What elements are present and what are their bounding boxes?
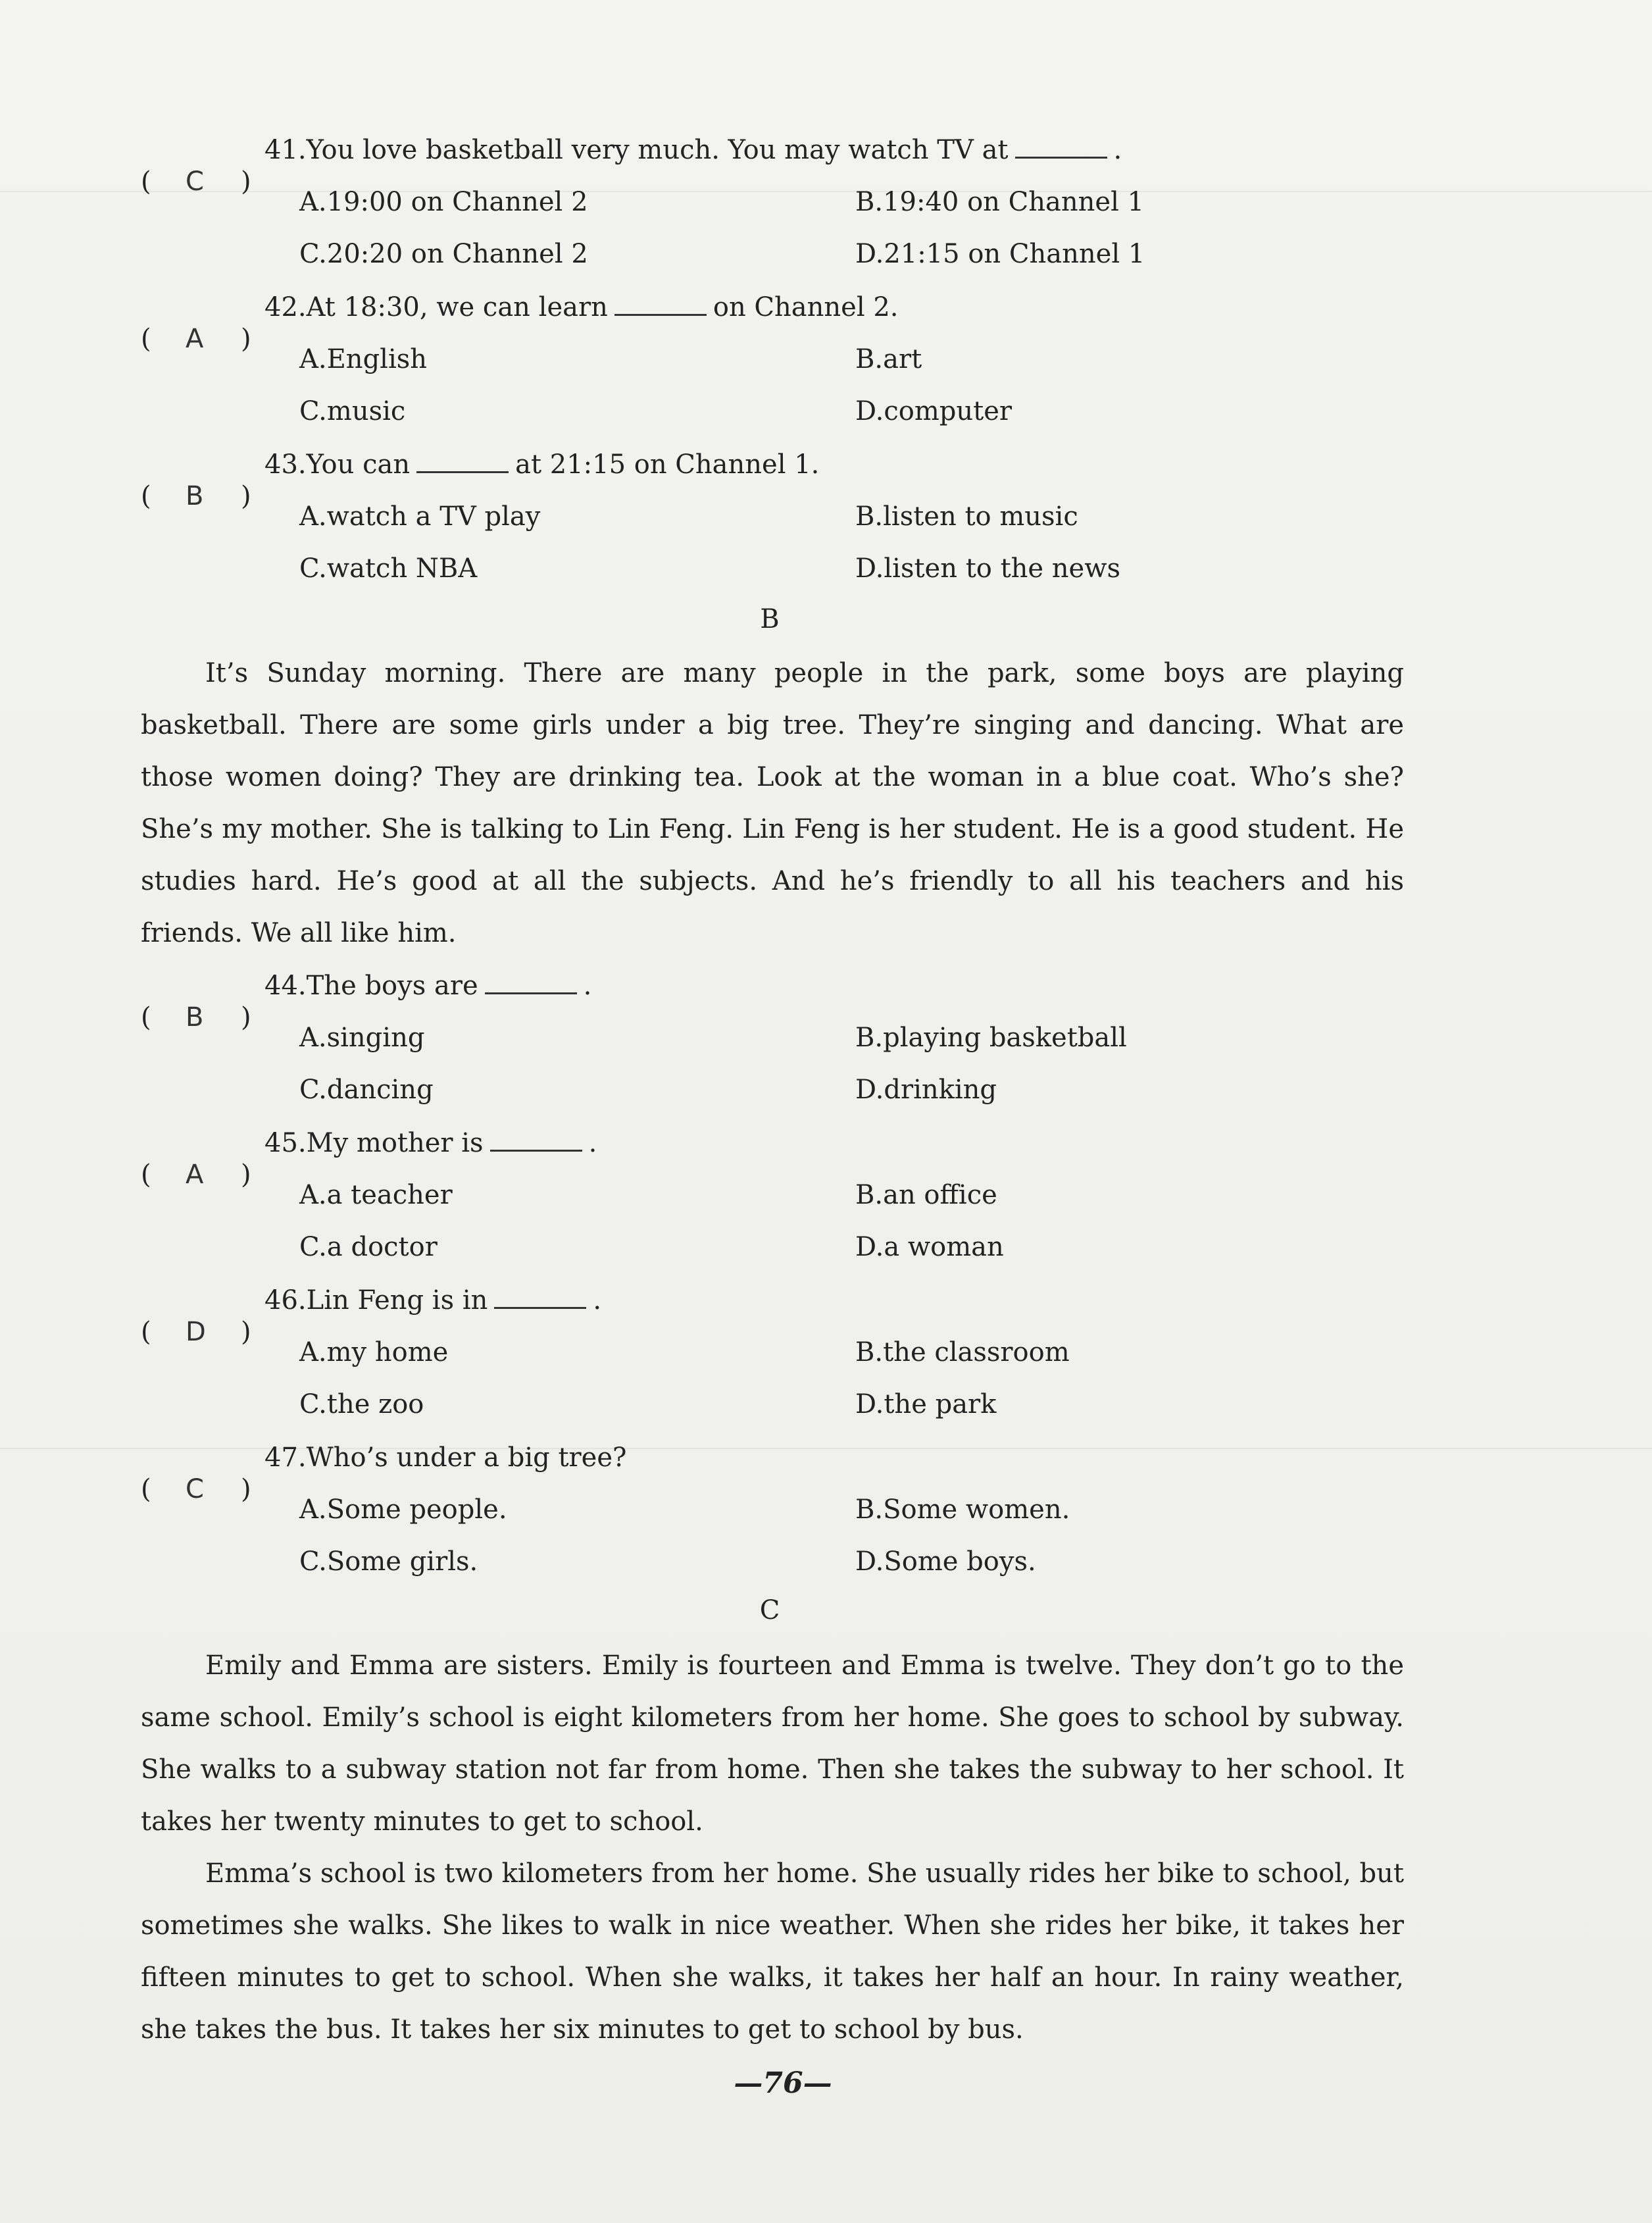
option-row — [299, 494, 1549, 540]
option-d: D.a woman — [855, 1232, 1004, 1262]
answer-mark: A — [186, 1160, 204, 1190]
question-number: 47. — [264, 1443, 307, 1473]
passage-paragraph: Emma’s school is two kilometers from her home. She usually rides her bike to school, but sometimes she walks. She likes to walk in nice weather. When she rides her bike, it takes her fifteen minutes to get to school. When she walks, it takes her half an hour. In rainy weather, she takes the bus. It takes her six minutes to get to school by bus. — [141, 1858, 1404, 2045]
option-row — [299, 1381, 1549, 1427]
page-number: —76— — [734, 2066, 832, 2100]
question-number: 45. — [264, 1128, 307, 1158]
question-stem-end: on Channel 2. — [713, 292, 899, 322]
question-44: ( B ) 44.The boys are . — [141, 963, 591, 1009]
section-label-b: B — [760, 604, 780, 634]
question-number: 44. — [264, 971, 307, 1001]
option-a: A.watch a TV play — [299, 501, 541, 532]
option-c: C.dancing — [299, 1075, 434, 1105]
question-number: 42. — [264, 292, 307, 322]
question-43: ( B ) 43.You can at 21:15 on Channel 1. — [141, 442, 819, 488]
passage-paragraph: It’s Sunday morning. There are many people in the park, some boys are playing basketball. There are some girls under a big tree. They’re singing and dancing. What are those women doing? They are drinking tea. Look at the woman in a blue coat. Who’s she? She’s my mother. She is talking to Lin Feng. Lin Feng is her student. He is a good student. He studies hard. He’s good at all the subjects. And he’s friendly to all his teachers and his friends. We all like him. — [141, 658, 1404, 948]
option-b: B.listen to music — [855, 501, 1078, 532]
answer-mark: C — [186, 1474, 204, 1504]
answer-mark: D — [186, 1317, 206, 1347]
question-stem: You can — [306, 449, 411, 480]
option-c: C.a doctor — [299, 1232, 438, 1262]
question-stem-end: . — [583, 971, 592, 1001]
question-stem: The boys are — [306, 971, 478, 1001]
option-b: B.art — [855, 344, 922, 374]
option-row — [299, 1539, 1549, 1585]
question-stem: At 18:30, we can learn — [306, 292, 608, 322]
option-a: A.Some people. — [299, 1495, 507, 1525]
answer-blank — [490, 1123, 582, 1152]
question-stem: You love basketball very much. You may watch TV at — [306, 135, 1009, 165]
passage-paragraph: Emily and Emma are sisters. Emily is fourteen and Emma is twelve. They don’t go to the same school. Emily’s school is eight kilometers from her home. She goes to school by subway. She walks to a subway station not far from home. Then she takes the subway to her school. It takes her twenty minutes to get to school. — [141, 1650, 1404, 1837]
option-row — [299, 388, 1549, 434]
answer-mark: A — [186, 324, 204, 354]
option-row — [299, 179, 1549, 225]
question-45: ( A ) 45.My mother is . — [141, 1120, 597, 1166]
option-c: C.20:20 on Channel 2 — [299, 239, 588, 269]
option-d: D.listen to the news — [855, 553, 1120, 584]
question-46: ( D ) 46.Lin Feng is in . — [141, 1277, 601, 1323]
question-41: ( C ) 41.You love basketball very much. You may watch TV at . — [141, 127, 1122, 173]
option-row — [299, 1067, 1549, 1113]
option-b: B.19:40 on Channel 1 — [855, 187, 1145, 217]
option-c: C.the zoo — [299, 1389, 424, 1419]
option-row — [299, 1172, 1549, 1218]
reading-passage-b — [141, 648, 1404, 959]
option-b: B.an office — [855, 1180, 997, 1210]
option-d: D.drinking — [855, 1075, 997, 1105]
question-stem: Who’s under a big tree? — [306, 1443, 627, 1473]
question-number: 43. — [264, 449, 307, 480]
answer-blank — [1015, 130, 1107, 159]
option-d: D.Some boys. — [855, 1546, 1036, 1577]
question-stem: My mother is — [306, 1128, 484, 1158]
option-b: B.playing basketball — [855, 1023, 1127, 1053]
option-a: A.my home — [299, 1337, 449, 1367]
answer-blank — [494, 1281, 586, 1309]
option-row — [299, 231, 1549, 277]
option-c: C.music — [299, 396, 406, 426]
question-number: 41. — [264, 135, 307, 165]
question-stem-end: . — [588, 1128, 597, 1158]
question-42: ( A ) 42.At 18:30, we can learn on Channel 2. — [141, 284, 899, 330]
option-row — [299, 336, 1549, 382]
option-c: C.watch NBA — [299, 553, 478, 584]
option-row — [299, 1015, 1549, 1061]
answer-blank — [416, 445, 509, 473]
reading-passage-c — [141, 1640, 1404, 2056]
option-d: D.21:15 on Channel 1 — [855, 239, 1145, 269]
option-a: A.English — [299, 344, 428, 374]
answer-mark: B — [186, 1002, 204, 1033]
section-label-c: C — [759, 1595, 780, 1625]
question-stem-end: at 21:15 on Channel 1. — [515, 449, 820, 480]
option-row — [299, 546, 1549, 592]
answer-blank — [614, 288, 707, 316]
option-row — [299, 1487, 1549, 1533]
question-47: ( C ) 47.Who’s under a big tree? — [141, 1435, 626, 1481]
question-stem-end: . — [593, 1285, 602, 1316]
option-b: B.the classroom — [855, 1337, 1070, 1367]
option-a: A.singing — [299, 1023, 425, 1053]
question-stem-end: . — [1113, 135, 1122, 165]
option-row — [299, 1329, 1549, 1375]
option-a: A.19:00 on Channel 2 — [299, 187, 588, 217]
option-d: D.the park — [855, 1389, 997, 1419]
option-b: B.Some women. — [855, 1495, 1070, 1525]
question-number: 46. — [264, 1285, 307, 1316]
answer-mark: C — [186, 166, 204, 197]
option-d: D.computer — [855, 396, 1013, 426]
answer-blank — [485, 966, 577, 994]
option-a: A.a teacher — [299, 1180, 453, 1210]
answer-mark: B — [186, 481, 204, 511]
option-row — [299, 1224, 1549, 1270]
question-stem: Lin Feng is in — [306, 1285, 488, 1316]
option-c: C.Some girls. — [299, 1546, 478, 1577]
